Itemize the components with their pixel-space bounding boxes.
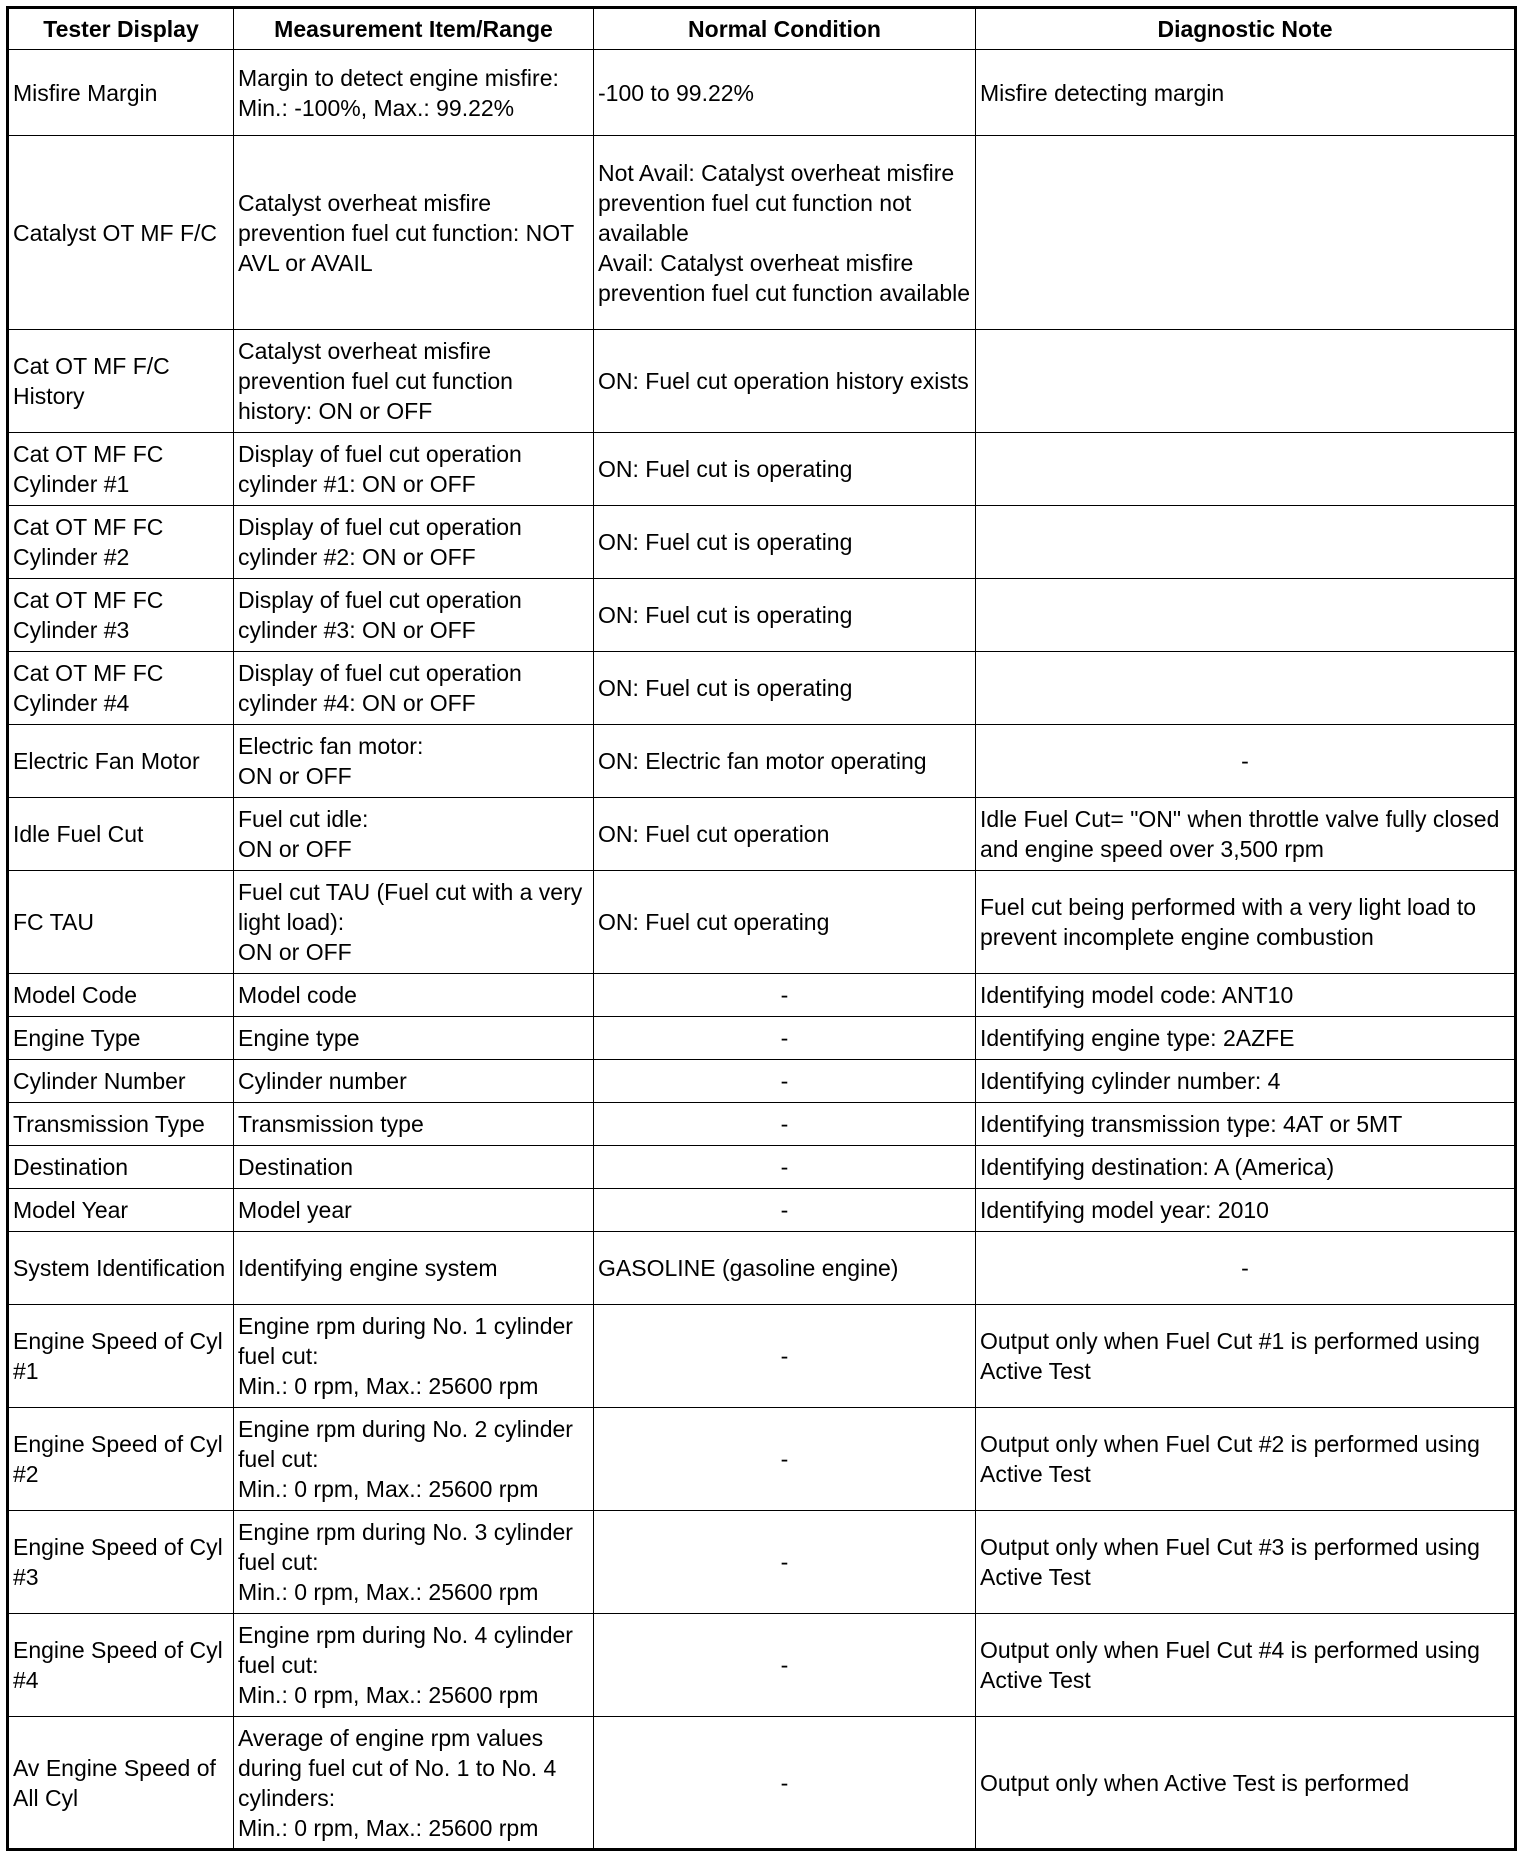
- diagnostic-note-cell: Identifying model year: 2010: [976, 1189, 1516, 1232]
- measurement-item-cell: Identifying engine system: [234, 1232, 594, 1305]
- table-row: [8, 798, 1516, 871]
- tester-display-cell: Model Year: [8, 1189, 234, 1232]
- tester-display-cell: Catalyst OT MF F/C: [8, 136, 234, 330]
- table-row: [8, 1232, 1516, 1305]
- tester-display-cell: Cat OT MF FC Cylinder #3: [8, 579, 234, 652]
- normal-condition-cell: -: [594, 1060, 976, 1103]
- normal-condition-cell: -: [594, 1305, 976, 1408]
- tester-display-cell: Av Engine Speed of All Cyl: [8, 1717, 234, 1850]
- measurement-item-cell: Engine rpm during No. 2 cylinder fuel cut: Min.: 0 rpm, Max.: 25600 rpm: [234, 1408, 594, 1511]
- measurement-item-cell: Engine rpm during No. 1 cylinder fuel cut: Min.: 0 rpm, Max.: 25600 rpm: [234, 1305, 594, 1408]
- diagnostic-note-cell: Identifying engine type: 2AZFE: [976, 1017, 1516, 1060]
- measurement-item-cell: Display of fuel cut operation cylinder #4: ON or OFF: [234, 652, 594, 725]
- tester-display-cell: Transmission Type: [8, 1103, 234, 1146]
- table-body: [8, 50, 1516, 1850]
- tester-display-cell: Cylinder Number: [8, 1060, 234, 1103]
- normal-condition-cell: -: [594, 974, 976, 1017]
- tester-display-cell: Misfire Margin: [8, 50, 234, 136]
- normal-condition-cell: -: [594, 1511, 976, 1614]
- normal-condition-cell: ON: Fuel cut is operating: [594, 433, 976, 506]
- normal-condition-cell: GASOLINE (gasoline engine): [594, 1232, 976, 1305]
- data-list-table: [6, 6, 1517, 1851]
- normal-condition-cell: ON: Electric fan motor operating: [594, 725, 976, 798]
- diagnostic-note-cell: -: [976, 1232, 1516, 1305]
- measurement-item-cell: Cylinder number: [234, 1060, 594, 1103]
- normal-condition-cell: -: [594, 1189, 976, 1232]
- diagnostic-note-cell: Output only when Fuel Cut #3 is performed using Active Test: [976, 1511, 1516, 1614]
- table-row: [8, 1408, 1516, 1511]
- normal-condition-cell: ON: Fuel cut operation history exists: [594, 330, 976, 433]
- normal-condition-cell: -: [594, 1103, 976, 1146]
- measurement-item-cell: Engine type: [234, 1017, 594, 1060]
- header-row: [8, 8, 1516, 50]
- table-row: [8, 136, 1516, 330]
- normal-condition-cell: -: [594, 1408, 976, 1511]
- table-row: [8, 652, 1516, 725]
- measurement-item-cell: Electric fan motor: ON or OFF: [234, 725, 594, 798]
- measurement-item-cell: Model year: [234, 1189, 594, 1232]
- diagnostic-note-cell: Output only when Active Test is performed: [976, 1717, 1516, 1850]
- tester-display-cell: Cat OT MF FC Cylinder #2: [8, 506, 234, 579]
- normal-condition-cell: ON: Fuel cut operating: [594, 871, 976, 974]
- table-row: [8, 1017, 1516, 1060]
- normal-condition-cell: ON: Fuel cut is operating: [594, 652, 976, 725]
- table-row: [8, 974, 1516, 1017]
- table-row: [8, 1717, 1516, 1850]
- measurement-item-cell: Display of fuel cut operation cylinder #2: ON or OFF: [234, 506, 594, 579]
- tester-display-cell: FC TAU: [8, 871, 234, 974]
- normal-condition-cell: -: [594, 1146, 976, 1189]
- normal-condition-cell: -: [594, 1614, 976, 1717]
- tester-display-cell: Idle Fuel Cut: [8, 798, 234, 871]
- diagnostic-note-cell: [976, 506, 1516, 579]
- measurement-item-cell: Catalyst overheat misfire prevention fuel cut function: NOT AVL or AVAIL: [234, 136, 594, 330]
- diagnostic-note-cell: -: [976, 725, 1516, 798]
- header-tester-display: Tester Display: [8, 8, 234, 50]
- diagnostic-note-cell: Output only when Fuel Cut #1 is performed using Active Test: [976, 1305, 1516, 1408]
- measurement-item-cell: Engine rpm during No. 3 cylinder fuel cut: Min.: 0 rpm, Max.: 25600 rpm: [234, 1511, 594, 1614]
- tester-display-cell: Cat OT MF F/C History: [8, 330, 234, 433]
- diagnostic-note-cell: Output only when Fuel Cut #2 is performed using Active Test: [976, 1408, 1516, 1511]
- tester-display-cell: Engine Type: [8, 1017, 234, 1060]
- tester-display-cell: Model Code: [8, 974, 234, 1017]
- table-row: [8, 50, 1516, 136]
- tester-display-cell: Destination: [8, 1146, 234, 1189]
- tester-display-cell: Engine Speed of Cyl #3: [8, 1511, 234, 1614]
- normal-condition-cell: ON: Fuel cut is operating: [594, 506, 976, 579]
- diagnostic-note-cell: Identifying transmission type: 4AT or 5MT: [976, 1103, 1516, 1146]
- table-row: [8, 1146, 1516, 1189]
- measurement-item-cell: Margin to detect engine misfire: Min.: -100%, Max.: 99.22%: [234, 50, 594, 136]
- measurement-item-cell: Destination: [234, 1146, 594, 1189]
- table-row: [8, 1305, 1516, 1408]
- measurement-item-cell: Catalyst overheat misfire prevention fuel cut function history: ON or OFF: [234, 330, 594, 433]
- diagnostic-note-cell: Identifying destination: A (America): [976, 1146, 1516, 1189]
- diagnostic-note-cell: Identifying cylinder number: 4: [976, 1060, 1516, 1103]
- table-row: [8, 1060, 1516, 1103]
- table-row: [8, 330, 1516, 433]
- normal-condition-cell: -100 to 99.22%: [594, 50, 976, 136]
- normal-condition-cell: ON: Fuel cut operation: [594, 798, 976, 871]
- measurement-item-cell: Average of engine rpm values during fuel cut of No. 1 to No. 4 cylinders: Min.: 0 rpm, Max.: 25600 rpm: [234, 1717, 594, 1850]
- normal-condition-cell: -: [594, 1717, 976, 1850]
- table-row: [8, 1511, 1516, 1614]
- table-row: [8, 1614, 1516, 1717]
- table-row: [8, 1103, 1516, 1146]
- tester-display-cell: Engine Speed of Cyl #2: [8, 1408, 234, 1511]
- tester-display-cell: Engine Speed of Cyl #4: [8, 1614, 234, 1717]
- measurement-item-cell: Engine rpm during No. 4 cylinder fuel cut: Min.: 0 rpm, Max.: 25600 rpm: [234, 1614, 594, 1717]
- normal-condition-cell: -: [594, 1017, 976, 1060]
- header-normal-condition: Normal Condition: [594, 8, 976, 50]
- table-row: [8, 579, 1516, 652]
- diagnostic-note-cell: [976, 136, 1516, 330]
- header-measurement-item: Measurement Item/Range: [234, 8, 594, 50]
- tester-display-cell: Cat OT MF FC Cylinder #1: [8, 433, 234, 506]
- diagnostic-note-cell: [976, 652, 1516, 725]
- diagnostic-note-cell: Identifying model code: ANT10: [976, 974, 1516, 1017]
- measurement-item-cell: Transmission type: [234, 1103, 594, 1146]
- measurement-item-cell: Fuel cut TAU (Fuel cut with a very light load): ON or OFF: [234, 871, 594, 974]
- tester-display-cell: Cat OT MF FC Cylinder #4: [8, 652, 234, 725]
- header-diagnostic-note: Diagnostic Note: [976, 8, 1516, 50]
- measurement-item-cell: Fuel cut idle: ON or OFF: [234, 798, 594, 871]
- diagnostic-note-cell: [976, 579, 1516, 652]
- tester-display-cell: Electric Fan Motor: [8, 725, 234, 798]
- tester-display-cell: Engine Speed of Cyl #1: [8, 1305, 234, 1408]
- tester-display-cell: System Identification: [8, 1232, 234, 1305]
- data-list-table-container: [6, 6, 1517, 1851]
- measurement-item-cell: Display of fuel cut operation cylinder #1: ON or OFF: [234, 433, 594, 506]
- normal-condition-cell: Not Avail: Catalyst overheat misfire prevention fuel cut function not available Avail: Catalyst overheat misfire prevention fuel cut function available: [594, 136, 976, 330]
- normal-condition-cell: ON: Fuel cut is operating: [594, 579, 976, 652]
- diagnostic-note-cell: Idle Fuel Cut= "ON" when throttle valve fully closed and engine speed over 3,500 rpm: [976, 798, 1516, 871]
- measurement-item-cell: Model code: [234, 974, 594, 1017]
- table-row: [8, 506, 1516, 579]
- diagnostic-note-cell: Output only when Fuel Cut #4 is performed using Active Test: [976, 1614, 1516, 1717]
- table-row: [8, 1189, 1516, 1232]
- diagnostic-note-cell: [976, 330, 1516, 433]
- diagnostic-note-cell: Fuel cut being performed with a very light load to prevent incomplete engine combustion: [976, 871, 1516, 974]
- diagnostic-note-cell: [976, 433, 1516, 506]
- measurement-item-cell: Display of fuel cut operation cylinder #3: ON or OFF: [234, 579, 594, 652]
- diagnostic-note-cell: Misfire detecting margin: [976, 50, 1516, 136]
- table-row: [8, 871, 1516, 974]
- table-row: [8, 433, 1516, 506]
- table-row: [8, 725, 1516, 798]
